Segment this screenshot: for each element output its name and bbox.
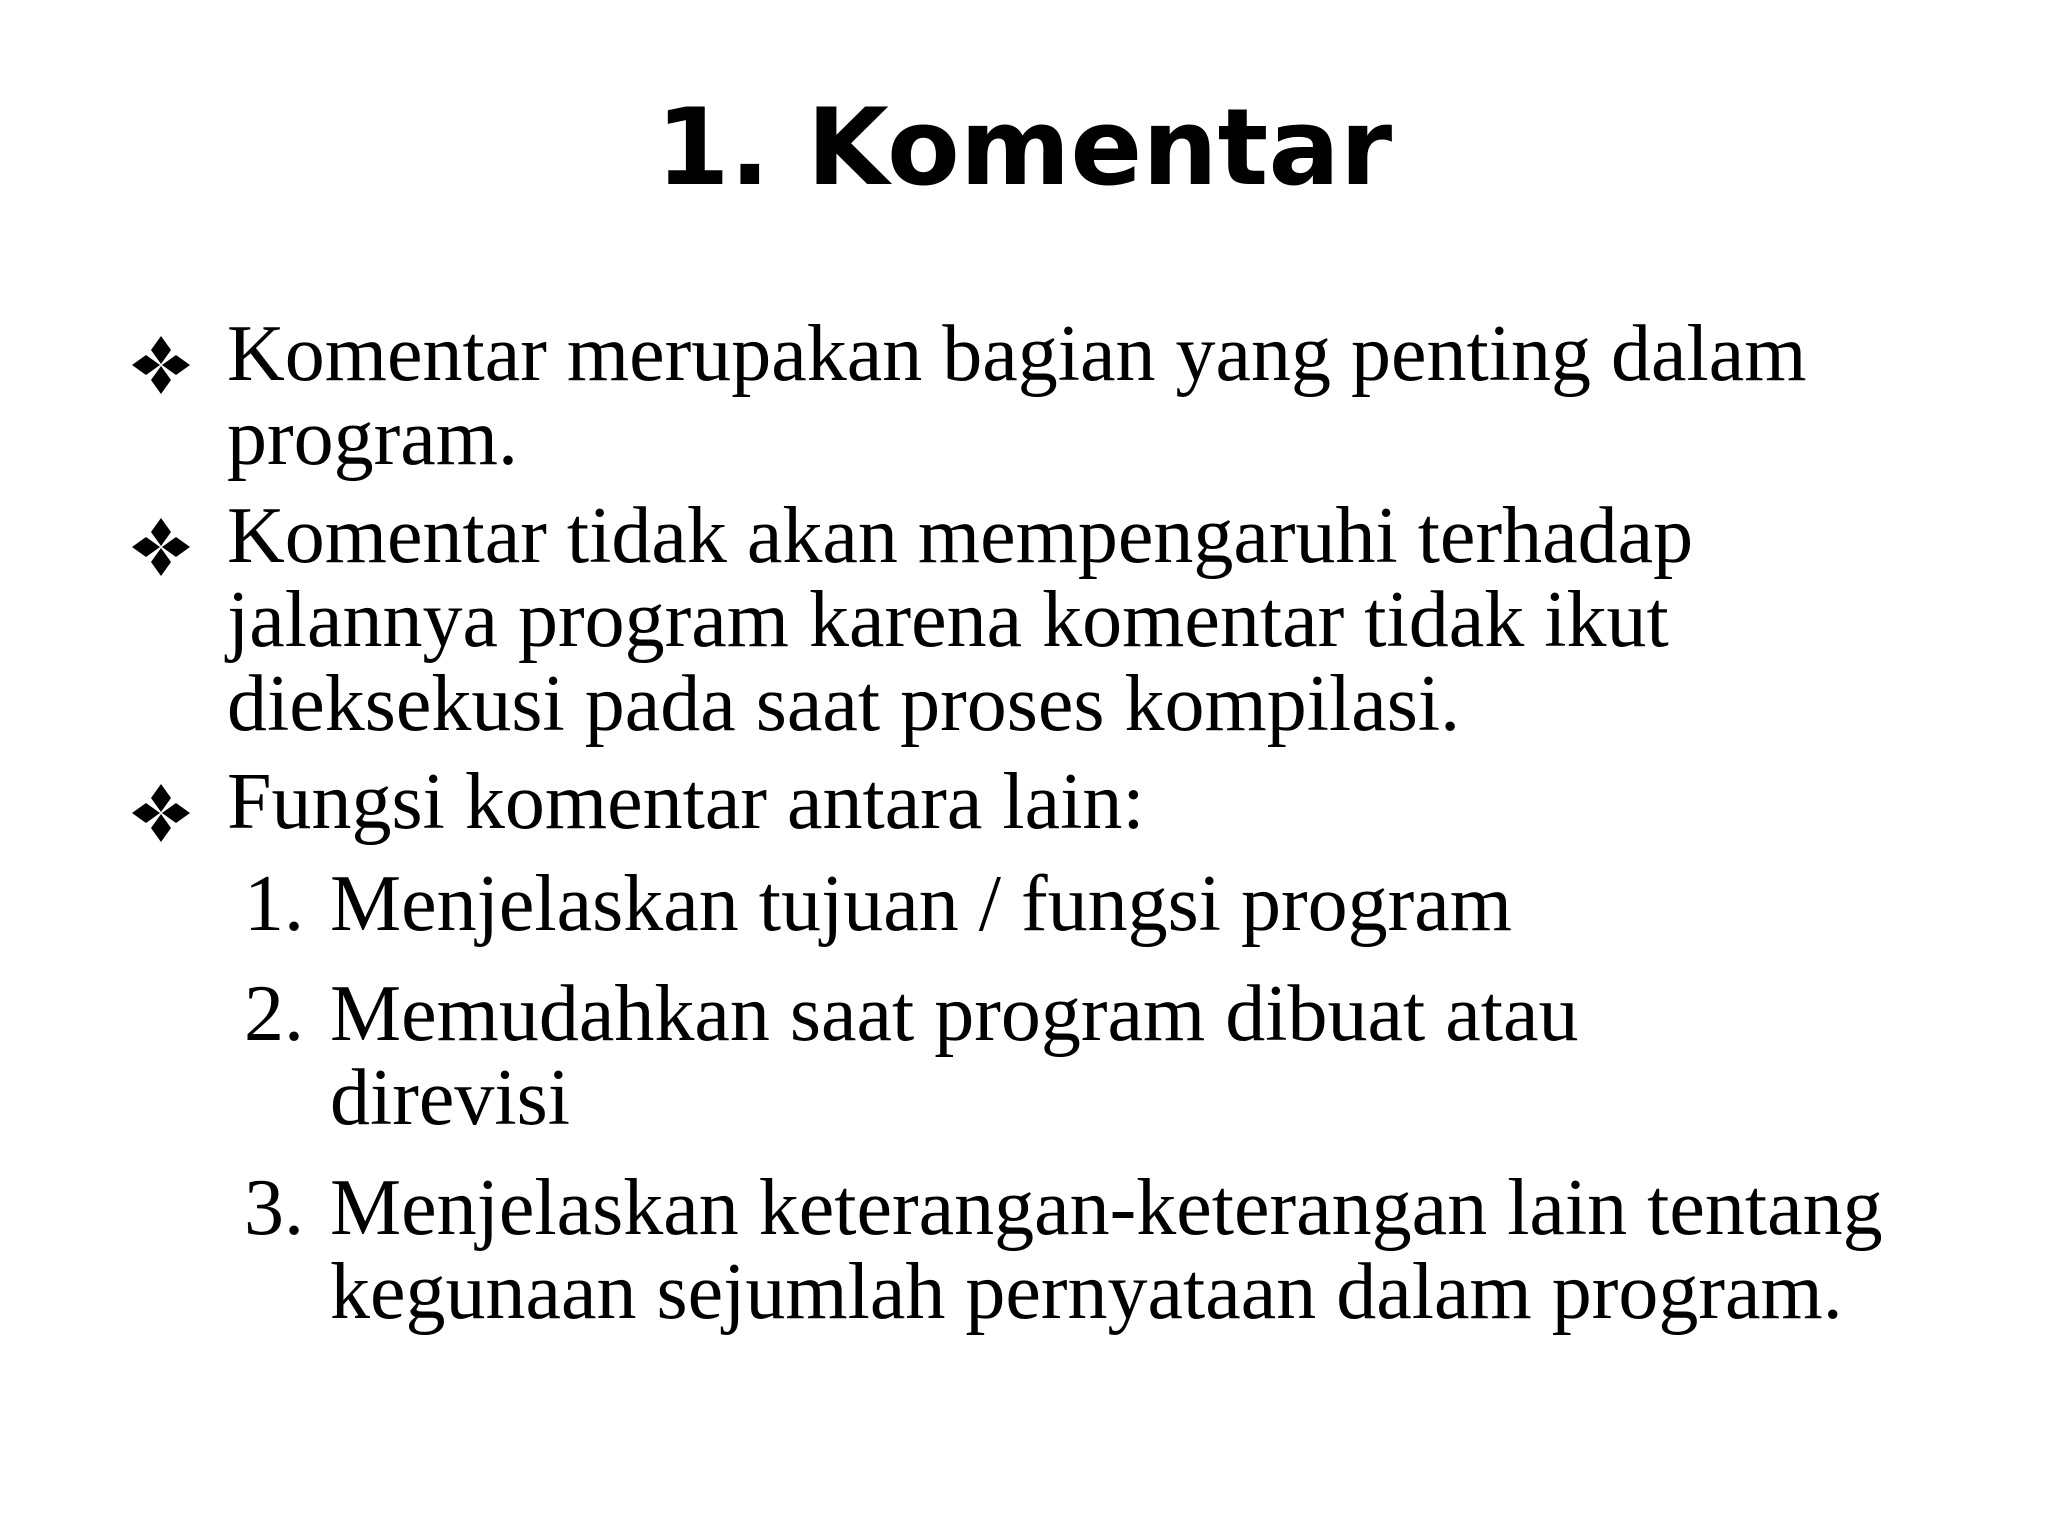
- list-item: [130, 1166, 2030, 1334]
- list-item: [130, 972, 1830, 1140]
- list-item-text: Menjelaskan tujuan / fungsi program: [330, 860, 1512, 948]
- list-item-text: Menjelaskan keterangan-keterangan lain tentang kegunaan sejumlah pernyataan dalam program.: [330, 1164, 1883, 1336]
- slide-title: 1. Komentar: [655, 86, 1393, 209]
- bullet-text: Komentar tidak akan mempengaruhi terhadap jalannya program karena komentar tidak ikut dieksekusi pada saat proses kompilasi.: [227, 492, 1694, 748]
- four-diamond-bullet-icon: [130, 516, 192, 578]
- bullet-item: [130, 312, 1827, 480]
- numbered-list: [130, 862, 1990, 1334]
- list-item: [130, 862, 1980, 946]
- list-item-text: Memudahkan saat program dibuat atau direvisi: [330, 970, 1579, 1142]
- slide-content: [130, 312, 1990, 1360]
- bullet-item: [130, 494, 1967, 746]
- four-diamond-bullet-icon: [130, 782, 192, 844]
- list-item-number: 2.: [244, 970, 304, 1058]
- list-item-number: 1.: [244, 860, 304, 948]
- bullet-item: [130, 760, 1967, 844]
- bullet-text: Fungsi komentar antara lain:: [227, 758, 1145, 846]
- list-item-number: 3.: [244, 1164, 304, 1252]
- four-diamond-bullet-icon: [130, 334, 192, 396]
- bullet-text: Komentar merupakan bagian yang penting dalam program.: [227, 310, 1807, 482]
